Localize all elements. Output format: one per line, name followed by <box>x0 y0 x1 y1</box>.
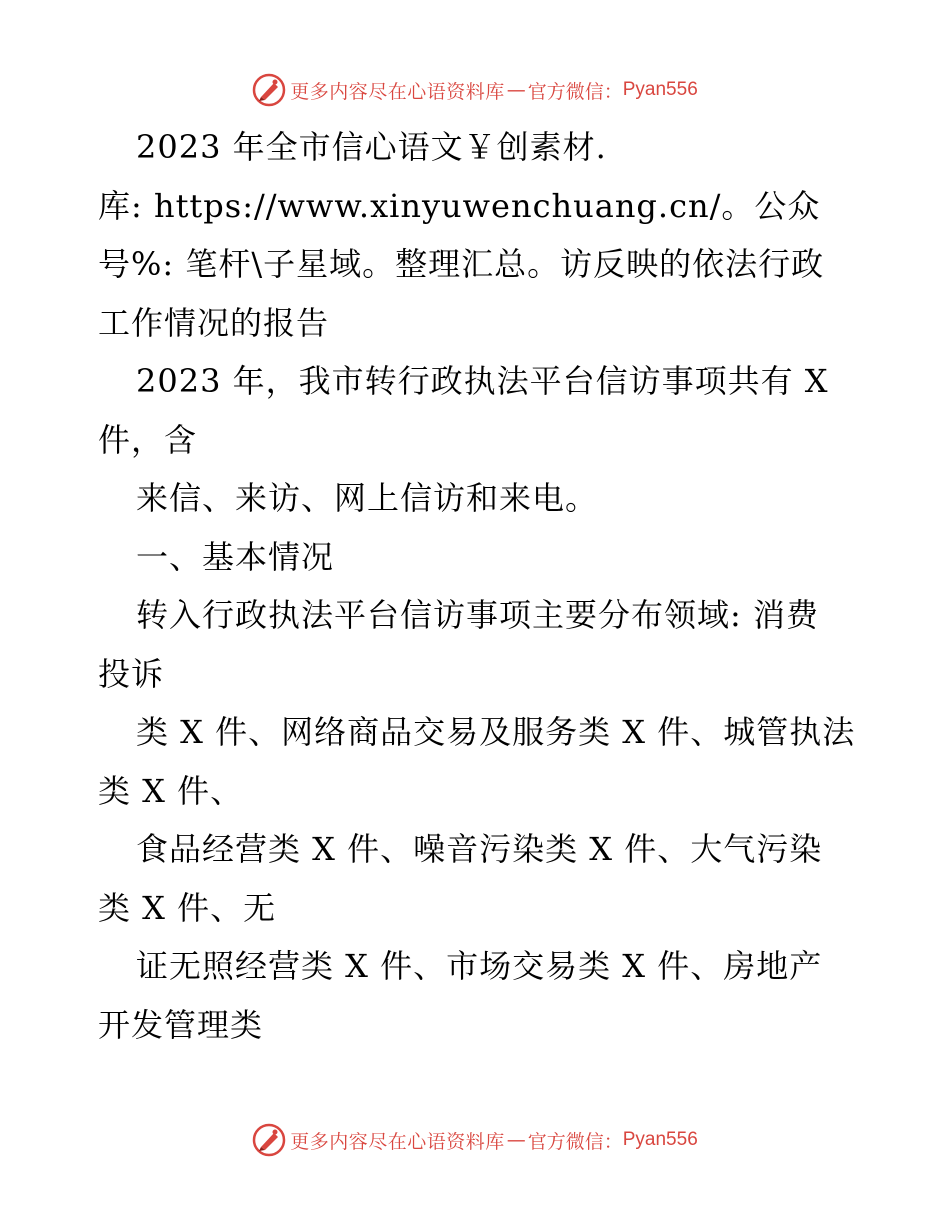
watermark-text: 更多内容尽在心语资料库 <box>290 80 505 103</box>
doc-line: 开发管理类 <box>98 1005 264 1044</box>
doc-line: 件，含 <box>98 420 198 459</box>
doc-line: 2023 年，我市转行政执法平台信访事项共有 X <box>136 362 829 400</box>
doc-line: 2023 年全市信心语文￥创素材. <box>136 128 607 166</box>
doc-line: 类 X 件、无 <box>98 888 277 927</box>
doc-line: 投诉 <box>98 654 165 693</box>
doc-line: 类 X 件、网络商品交易及服务类 X 件、城管执法 <box>136 713 856 751</box>
doc-line: 转入行政执法平台信访事项主要分布领域: 消费 <box>136 596 819 634</box>
pen-nib-logo-icon <box>252 73 286 107</box>
doc-line: 库: https://www.xinyuwenchuang.cn/。公众 <box>98 186 821 225</box>
doc-line: 证无照经营类 X 件、市场交易类 X 件、房地产 <box>136 947 823 985</box>
watermark-text: 更多内容尽在心语资料库 <box>290 1130 505 1153</box>
watermark-dash: — <box>506 79 526 101</box>
watermark-wechat-id: Pyan556 <box>622 1129 698 1150</box>
header-watermark <box>0 70 950 110</box>
doc-line: 工作情况的报告 <box>98 303 330 342</box>
watermark-wechat-id: Pyan556 <box>622 79 698 100</box>
pen-nib-logo-icon <box>252 1123 286 1157</box>
doc-line: 号%: 笔杆\子星域。整理汇总。访反映的依法行政 <box>98 245 825 283</box>
document-body <box>98 118 858 1054</box>
section-heading: 一、基本情况 <box>136 537 335 576</box>
watermark-label: 官方微信： <box>527 80 623 103</box>
doc-line: 类 X 件、 <box>98 771 244 810</box>
watermark-label: 官方微信： <box>527 1130 623 1153</box>
doc-line: 食品经营类 X 件、噪音污染类 X 件、大气污染 <box>136 830 823 868</box>
doc-line: 来信、来访、网上信访和来电。 <box>136 479 599 517</box>
watermark-dash: — <box>506 1129 526 1151</box>
footer-watermark <box>0 1120 950 1160</box>
